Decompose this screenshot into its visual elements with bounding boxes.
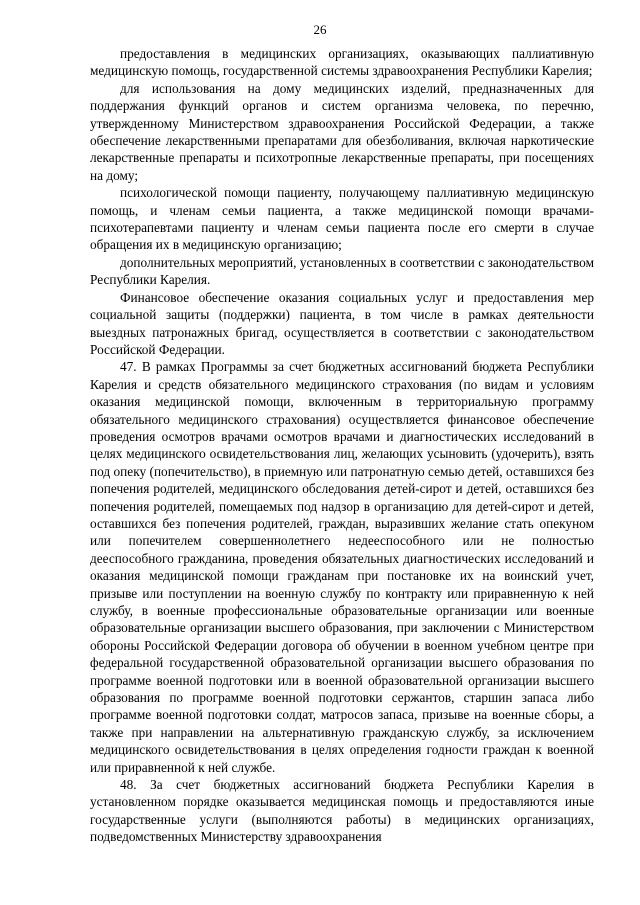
paragraph-palliative-facilities: предоставления в медицинских организациях, оказывающих паллиативную медицинскую помощь, государственной системы здравоохранения Республики Карелия; [90, 46, 594, 79]
paragraph-social-services-funding: Финансовое обеспечение оказания социальных услуг и предоставления мер социальной защиты (поддержки) пациента, в том числе в рамках деятельности выездных патронажных бригад, осуществляется в соответствии с законодательством Российской Федерации. [90, 289, 594, 357]
paragraph-psychological-help: психологической помощи пациенту, получающему паллиативную медицинскую помощь, и членам семьи пациента, а также медицинской помощи врачами-психотерапевтами пациенту и членам семьи пациента после его смерти в случае обращения их в медицинскую организацию; [90, 185, 594, 253]
paragraph-48: 48. За счет бюджетных ассигнований бюджета Республики Карелия в установленном порядке оказывается медицинская помощь и предоставляются иные государственные услуги (выполняются работы) в медицинских организациях, подведомственных Министерству здравоохранения [90, 777, 594, 845]
paragraph-additional-measures: дополнительных мероприятий, установленных в соответствии с законодательством Республики Карелия. [90, 254, 594, 288]
document-body [90, 45, 594, 846]
paragraph-47: 47. В рамках Программы за счет бюджетных ассигнований бюджета Республики Карелия и средств обязательного медицинского страхования (по видам и условиям оказания медицинской помощи, включенным в территориальную программу обязательного медицинского страхования) осуществляется финансовое обеспечение проведения осмотров врачами осмотров врачами и диагностических исследований в целях медицинского освидетельствования лиц, желающих усыновить (удочерить), взять под опеку (попечительство), в приемную или патронатную семью детей, оставшихся без попечения родителей, медицинского обследования детей-сирот и детей, оставшихся без попечения родителей, помещаемых под надзор в организацию для детей-сирот и детей, оставшихся без попечения родителей, граждан, выразивших желание стать опекуном или попечителем совершеннолетнего недееспособного или не полностью дееспособного гражданина, проведения обязательных диагностических исследований и оказания медицинской помощи гражданам при постановке их на воинский учет, призыве или поступлении на военную службу по контракту или приравненную к ней службу, в военные профессиональные образовательные организации или военные образовательные организации высшего образования, при заключении с Министерством обороны Российской Федерации договора об обучении в военном учебном центре при федеральной государственной образовательной организации высшего образования по программе военной подготовки или в военной образовательной организации высшего образования по программе военной подготовки сержантов, старшин запаса либо программе военной подготовки солдат, матросов запаса, призыве на военные сборы, а также при направлении на альтернативную гражданскую службу, за исключением медицинского освидетельствования в целях определения годности граждан к военной или приравненной к ней службе. [90, 359, 594, 775]
paragraph-home-medical-devices: для использования на дому медицинских изделий, предназначенных для поддержания функций органов и систем организма человека, по перечню, утвержденному Министерством здравоохранения Российской Федерации, а также обеспечение лекарственными препаратами для обезболивания, включая наркотические лекарственные препараты и психотропные лекарственные препараты, при посещениях на дому; [90, 80, 594, 183]
page-number: 26 [313, 22, 327, 37]
